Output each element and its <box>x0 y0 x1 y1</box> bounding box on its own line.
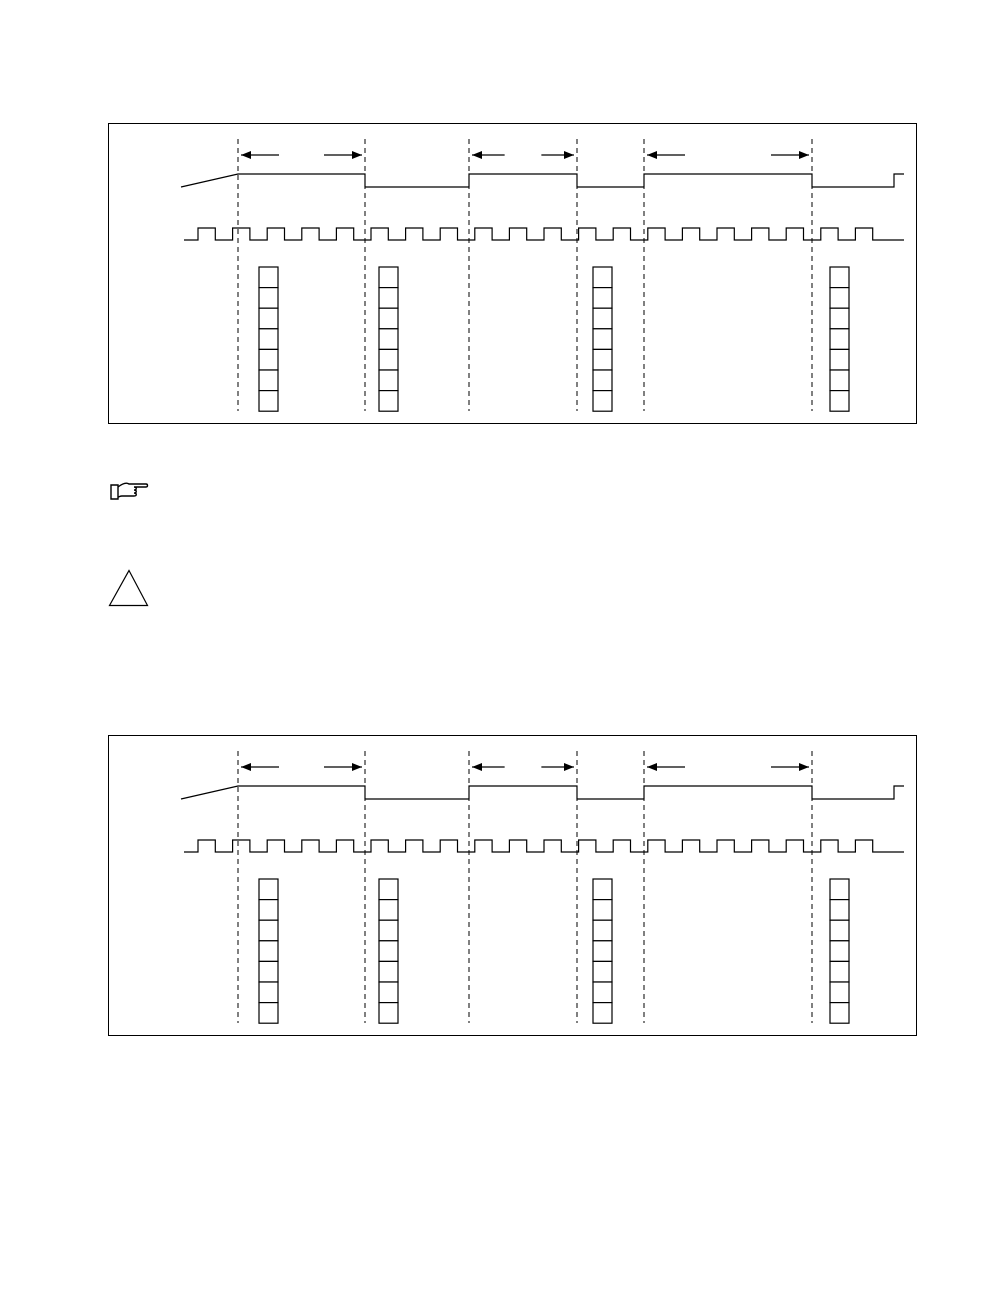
buffer-cell <box>259 961 278 982</box>
buffer-cell <box>593 370 612 391</box>
buffer-cell <box>379 1003 398 1024</box>
buffer-cell <box>379 879 398 900</box>
buffer-cell <box>593 391 612 412</box>
buffer-cell <box>259 982 278 1003</box>
buffer-cell <box>259 349 278 370</box>
buffer-cell <box>830 267 849 288</box>
buffer-cell <box>379 329 398 350</box>
buffer-cell <box>593 879 612 900</box>
buffer-cell <box>379 370 398 391</box>
buffer-cell <box>259 329 278 350</box>
buffer-cell <box>379 308 398 329</box>
buffer-cell <box>379 961 398 982</box>
buffer-cell <box>830 1003 849 1024</box>
buffer-cell <box>259 1003 278 1024</box>
buffer-cell <box>259 391 278 412</box>
timing-diagram-bottom <box>108 735 917 1036</box>
interval-arrow-1 <box>472 151 574 159</box>
buffer-cell <box>259 941 278 962</box>
buffer-stack-3 <box>830 879 849 1023</box>
interval-arrow-0 <box>241 763 362 771</box>
clock-waveform <box>184 228 904 240</box>
buffer-cell <box>379 288 398 309</box>
timing-diagram-top-svg <box>109 124 916 423</box>
buffer-cell <box>830 349 849 370</box>
buffer-stack-3 <box>830 267 849 411</box>
buffer-cell <box>593 267 612 288</box>
buffer-stack-2 <box>593 879 612 1023</box>
buffer-cell <box>593 329 612 350</box>
buffer-stack-0 <box>259 879 278 1023</box>
timing-diagram-top <box>108 123 917 424</box>
buffer-cell <box>259 308 278 329</box>
buffer-cell <box>830 329 849 350</box>
buffer-cell <box>379 349 398 370</box>
buffer-cell <box>593 941 612 962</box>
buffer-cell <box>830 920 849 941</box>
buffer-stack-0 <box>259 267 278 411</box>
buffer-cell <box>259 267 278 288</box>
buffer-cell <box>379 982 398 1003</box>
buffer-stack-1 <box>379 879 398 1023</box>
buffer-cell <box>830 308 849 329</box>
buffer-cell <box>379 941 398 962</box>
buffer-cell <box>593 288 612 309</box>
buffer-cell <box>379 900 398 921</box>
buffer-cell <box>259 879 278 900</box>
buffer-cell <box>259 900 278 921</box>
pointing-hand-icon <box>108 479 150 503</box>
timing-diagram-bottom-svg <box>109 736 916 1035</box>
buffer-cell <box>830 900 849 921</box>
interval-arrow-1 <box>472 763 574 771</box>
interval-arrow-2 <box>647 151 809 159</box>
interval-arrow-2 <box>647 763 809 771</box>
buffer-cell <box>593 349 612 370</box>
buffer-cell <box>830 961 849 982</box>
buffer-cell <box>593 308 612 329</box>
gate-waveform <box>181 786 904 799</box>
buffer-cell <box>259 288 278 309</box>
buffer-cell <box>593 982 612 1003</box>
buffer-cell <box>830 370 849 391</box>
caution-triangle-icon <box>108 569 150 607</box>
buffer-cell <box>379 920 398 941</box>
buffer-cell <box>259 920 278 941</box>
buffer-cell <box>593 900 612 921</box>
buffer-cell <box>593 1003 612 1024</box>
buffer-cell <box>830 391 849 412</box>
buffer-cell <box>830 879 849 900</box>
buffer-cell <box>830 288 849 309</box>
buffer-cell <box>830 982 849 1003</box>
buffer-stack-1 <box>379 267 398 411</box>
buffer-cell <box>379 267 398 288</box>
gate-waveform <box>181 174 904 187</box>
buffer-cell <box>830 941 849 962</box>
buffer-cell <box>593 920 612 941</box>
buffer-cell <box>593 961 612 982</box>
clock-waveform <box>184 840 904 852</box>
buffer-stack-2 <box>593 267 612 411</box>
interval-arrow-0 <box>241 151 362 159</box>
buffer-cell <box>379 391 398 412</box>
buffer-cell <box>259 370 278 391</box>
